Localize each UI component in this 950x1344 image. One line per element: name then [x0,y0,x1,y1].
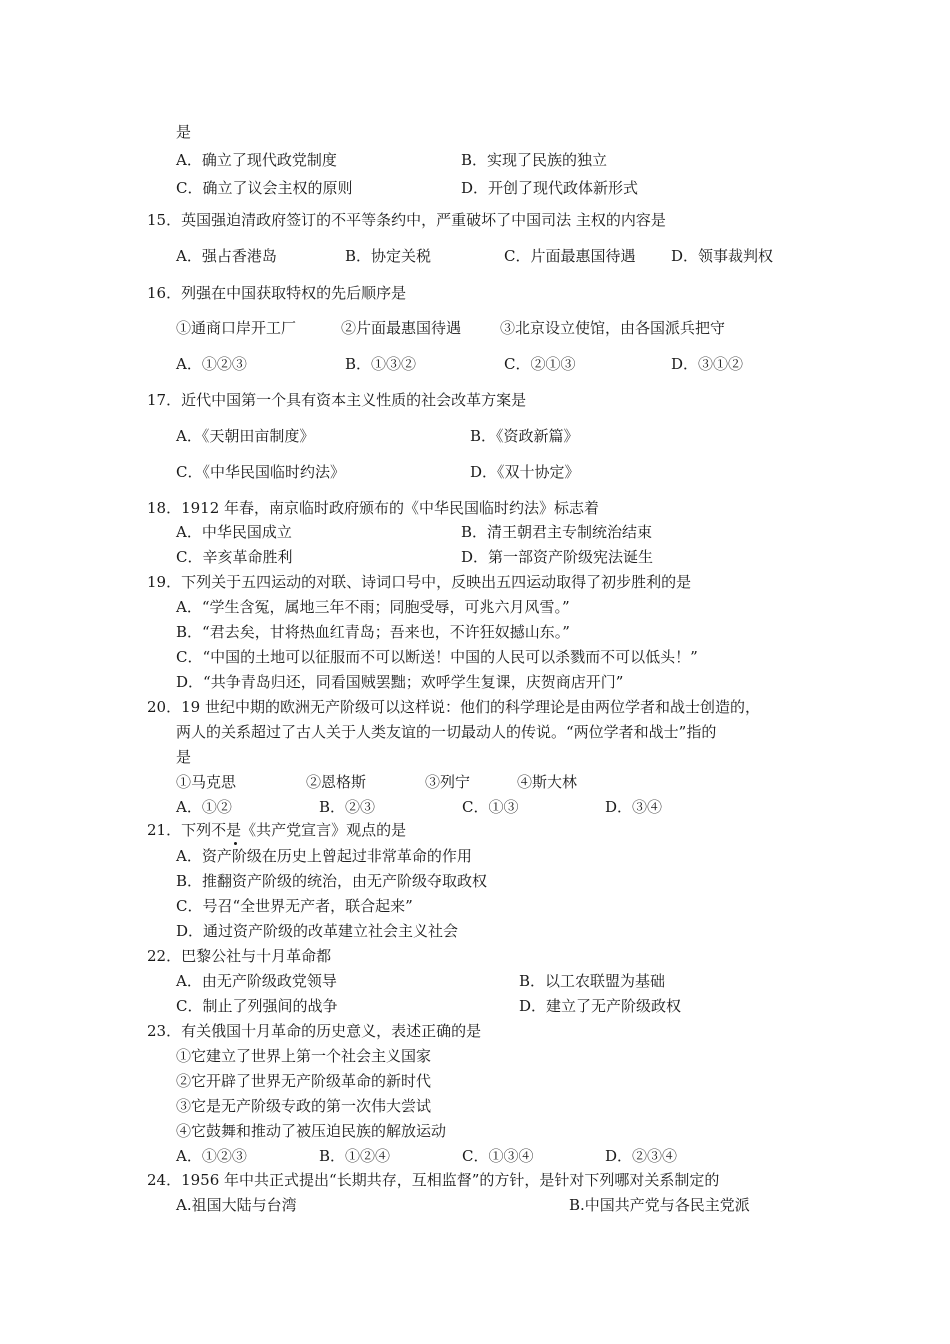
q19-option-c: C．“中国的土地可以征服而不可以断送！中国的人民可以杀戮而不可以低头！” [176,648,698,666]
q17-option-c: C．《中华民国临时约法》 [176,463,345,481]
q17-stem: 17．近代中国第一个具有资本主义性质的社会改革方案是 [147,391,527,409]
q15-option-c: C．片面最惠国待遇 [504,247,636,265]
q18-option-c: C．辛亥革命胜利 [176,548,293,566]
q20-item-2: ②恩格斯 [306,773,367,791]
q16-option-d: D．③①② [671,355,744,373]
q17-option-a: A．《天朝田亩制度》 [176,427,315,445]
q16-option-a: A．①②③ [176,355,247,373]
q16-item-2: ②片面最惠国待遇 [341,319,462,337]
q22-option-d: D．建立了无产阶级政权 [519,997,682,1015]
q16-item-1: ①通商口岸开工厂 [176,319,297,337]
q20-stem-line-3: 是 [176,748,192,766]
q20-option-b: B．②③ [319,798,376,816]
q16-item-3: ③北京设立使馆，由各国派兵把守 [500,319,726,337]
q16-stem: 16．列强在中国获取特权的先后顺序是 [147,284,407,302]
q22-option-a: A．由无产阶级政党领导 [176,972,337,990]
q17-option-d: D．《双十协定》 [470,463,580,481]
q23-item-3: ③它是无产阶级专政的第一次伟大尝试 [176,1097,432,1115]
q20-stem-line-2: 两人的关系超过了古人关于人类友谊的一切最动人的传说。“两位学者和战士”指的 [176,723,717,741]
q21-option-d: D．通过资产阶级的改革建立社会主义社会 [176,922,459,940]
q20-item-4: ④斯大林 [517,773,578,791]
q21-option-b: B．推翻资产阶级的统治，由无产阶级夺取政权 [176,872,488,890]
q24-option-b: B.中国共产党与各民主党派 [569,1196,750,1214]
q23-option-a: A．①②③ [176,1147,247,1165]
q20-item-1: ①马克思 [176,773,237,791]
q22-option-b: B．以工农联盟为基础 [519,972,666,990]
q23-option-c: C．①③④ [462,1147,534,1165]
q23-option-b: B．①②④ [319,1147,391,1165]
q17-option-b: B．《资政新篇》 [470,427,579,445]
q19-stem: 19．下列关于五四运动的对联、诗词口号中，反映出五四运动取得了初步胜利的是 [147,573,692,591]
q15-option-b: B．协定关税 [345,247,432,265]
q16-option-c: C．②①③ [504,355,576,373]
q18-option-a: A．中华民国成立 [176,523,292,541]
q19-option-a: A．“学生含冤，属地三年不雨；同胞受辱，可兆六月风雪。” [176,598,570,616]
q14-option-a: A．确立了现代政党制度 [176,151,337,169]
q20-option-a: A．①② [176,798,232,816]
q20-item-3: ③列宁 [425,773,471,791]
q23-item-1: ①它建立了世界上第一个社会主义国家 [176,1047,432,1065]
emphasis-dot [234,842,237,845]
q15-stem: 15．英国强迫清政府签订的不平等条约中，严重破坏了中国司法 主权的内容是 [147,211,666,229]
q20-option-c: C．①③ [462,798,519,816]
q22-option-c: C．制止了列强间的战争 [176,997,338,1015]
q18-option-d: D．第一部资产阶级宪法诞生 [461,548,654,566]
q23-item-4: ④它鼓舞和推动了被压迫民族的解放运动 [176,1122,447,1140]
q15-option-d: D．领事裁判权 [671,247,774,265]
q14-option-c: C．确立了议会主权的原则 [176,179,353,197]
q18-option-b: B．清王朝君主专制统治结束 [461,523,653,541]
q21-option-a: A．资产阶级在历史上曾起过非常革命的作用 [176,847,472,865]
q19-option-b: B．“君去矣，甘将热血红青岛；吾来也，不许狂奴撼山东。” [176,623,570,641]
q21-option-c: C．号召“全世界无产者，联合起来” [176,897,413,915]
q20-option-d: D．③④ [605,798,663,816]
q23-option-d: D．②③④ [605,1147,678,1165]
q24-stem: 24．1956 年中共正式提出“长期共存，互相监督”的方针，是针对下列哪对关系制定的 [147,1171,720,1189]
q14-stem-continued: 是 [176,123,192,141]
q19-option-d: D．“共争青岛归还，同看国贼罢黜；欢呼学生复课，庆贺商店开门” [176,673,624,691]
q21-stem: 21．下列不是《共产党宣言》观点的是 [147,821,407,839]
q24-option-a: A.祖国大陆与台湾 [176,1196,297,1214]
q20-stem-line-1: 20．19 世纪中期的欧洲无产阶级可以这样说：他们的科学理论是由两位学者和战士创造的， [147,698,760,716]
q18-stem: 18．1912 年春，南京临时政府颁布的《中华民国临时约法》标志着 [147,499,600,517]
q22-stem: 22．巴黎公社与十月革命都 [147,947,332,965]
q14-option-b: B．实现了民族的独立 [461,151,608,169]
q15-option-a: A．强占香港岛 [176,247,277,265]
q23-stem: 23．有关俄国十月革命的历史意义，表述正确的是 [147,1022,482,1040]
q14-option-d: D．开创了现代政体新形式 [461,179,639,197]
q23-item-2: ②它开辟了世界无产阶级革命的新时代 [176,1072,432,1090]
q16-option-b: B．①③② [345,355,417,373]
